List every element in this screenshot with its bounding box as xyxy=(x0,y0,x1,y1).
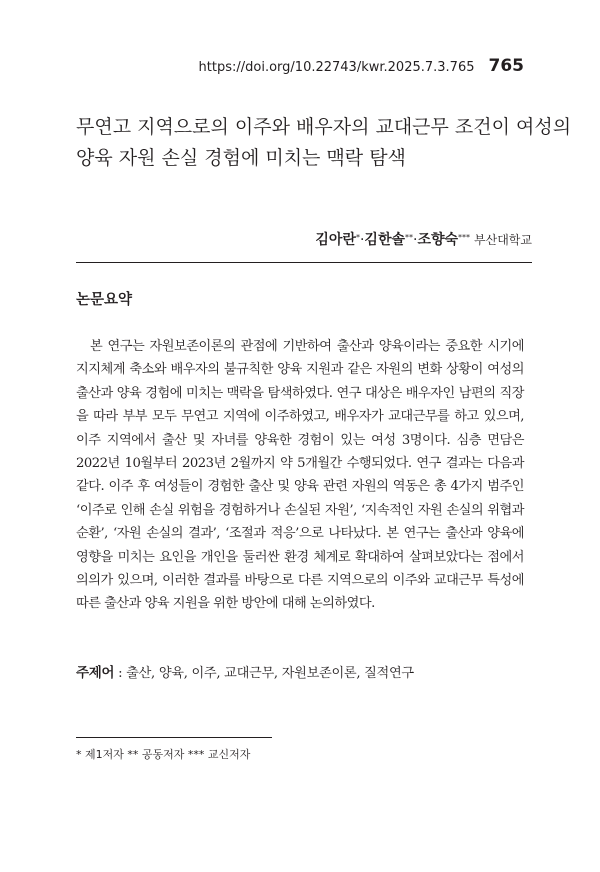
author-affiliation: 부산대학교 xyxy=(474,233,532,247)
paper-title xyxy=(76,112,572,174)
header-divider xyxy=(76,262,532,263)
author-1-mark: * xyxy=(355,233,360,242)
page-number: 765 xyxy=(488,56,524,76)
author-2-name: 김한솔 xyxy=(364,232,405,248)
author-1-name: 김아란 xyxy=(315,232,356,248)
footnote-divider xyxy=(76,737,272,738)
author-footnote: * 제1저자 ** 공동저자 *** 교신저자 xyxy=(76,748,251,761)
author-3-mark: *** xyxy=(458,233,471,242)
page-header xyxy=(199,56,524,76)
title-line-2: 양육 자원 손실 경험에 미치는 맥락 탐색 xyxy=(76,147,406,169)
title-line-1: 무연고 지역으로의 이주와 배우자의 교대근무 조건이 여성의 xyxy=(76,116,572,138)
keywords-separator: : xyxy=(114,666,127,681)
author-3-name: 조향숙 xyxy=(417,232,459,248)
doi-link[interactable]: https://doi.org/10.22743/kwr.2025.7.3.765 xyxy=(198,60,475,75)
keywords-line xyxy=(76,661,414,681)
abstract-heading: 논문요약 xyxy=(76,292,133,308)
keywords-label: 주제어 xyxy=(76,665,115,681)
author-2-mark: ** xyxy=(405,233,413,242)
abstract-body: 본 연구는 자원보존이론의 관점에 기반하여 출산과 양육이라는 중요한 시기에 지지체계 축소와 배우자의 불규칙한 양육 지원과 같은 자원의 변화 상황이 여성의 출산과 양육 경험에 미치는 맥락을 탐색하였다. 연구 대상은 배우자인 남편의 직장을 따라 부부 모두 무연고 지역에 이주하였고, 배우자가 교대근무를 하고 있으며, 이주 지역에서 출산 및 자녀를 양육한 경험이 있는 여성 3명이다. 심층 면담은 2022년 10월부터 2023년 2월까지 약 5개월간 수행되었다. 연구 결과는 다음과 같다. 이주 후 여성들이 경험한 출산 및 양육 관련 자원의 역동은 총 4가지 범주인 ‘이주로 인해 손실 위험을 경험하거나 손실된 자원’, ‘지속적인 자원 손실의 위협과 순환’, ‘자원 손실의 결과’, ‘조절과 적응’으로 나타났다. 본 연구는 출산과 양육에 영향을 미치는 요인을 개인을 둘러싼 환경 체계로 확대하여 살펴보았다는 점에서 의의가 있으며, 이러한 결과를 바탕으로 다른 지역으로의 이주와 교대근무 특성에 따른 출산과 양육 지원을 위한 방안에 대해 논의하였다. xyxy=(76,339,524,612)
author-list: 김아란*·김한솔**·조향숙*** 부산대학교 xyxy=(315,232,532,248)
keywords-text: 출산, 양육, 이주, 교대근무, 자원보존이론, 질적연구 xyxy=(126,666,414,681)
